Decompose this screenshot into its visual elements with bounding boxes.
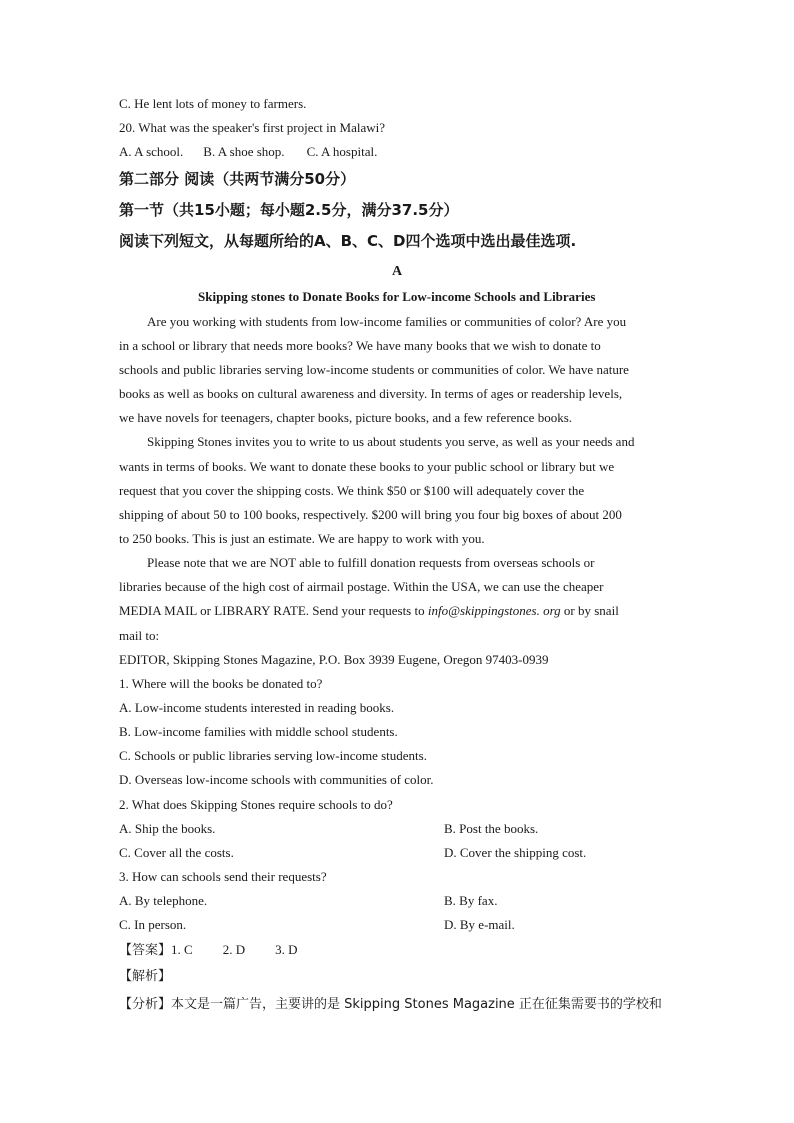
q2-option-c: C. Cover all the costs.	[119, 845, 234, 860]
question-3: 3. How can schools send their requests?	[119, 869, 327, 884]
p1-line-4: books as well as books on cultural awareness and diversity. In terms of ages or readership levels,	[119, 386, 623, 401]
p1-line-1: Are you working with students from low-income families or communities of color? Are you	[147, 314, 627, 329]
fenxi-label: 【分析】	[119, 997, 172, 1012]
answer-1: 1. C	[171, 942, 193, 957]
analysis-line	[119, 995, 662, 1014]
email-address: info@skippingstones. org	[427, 603, 561, 618]
mailing-address: EDITOR, Skipping Stones Magazine, P.O. Box 3939 Eugene, Oregon 97403-0939	[119, 652, 549, 667]
q20-option-b: B. A shoe shop.	[203, 144, 285, 159]
passage-title: Skipping stones to Donate Books for Low-income Schools and Libraries	[198, 289, 596, 304]
p3-line-4: mail to:	[119, 628, 160, 643]
part-heading: 第二部分 阅读（共两节满分50分）	[119, 170, 356, 188]
q3-option-d: D. By e-mail.	[444, 917, 515, 932]
q2-option-a: A. Ship the books.	[119, 821, 216, 836]
p1-line-3: schools and public libraries serving low-income students or communities of color. We have nature	[119, 362, 629, 377]
question-20-options	[119, 143, 377, 161]
p3-line-1: Please note that we are NOT able to fulfill donation requests from overseas schools or	[147, 555, 595, 570]
p2-line-3: request that you cover the shipping costs. We think $50 or $100 will adequately cover the	[119, 483, 585, 498]
answer-label: 【答案】	[119, 943, 172, 958]
q20-option-c: C. A hospital.	[306, 144, 378, 159]
p3-line-3	[119, 602, 619, 620]
p1-line-2: in a school or library that needs more books? We have many books that we wish to donate to	[119, 338, 601, 353]
q3-option-b: B. By fax.	[444, 893, 498, 908]
question-20: 20. What was the speaker's first project in Malawi?	[119, 120, 385, 135]
p3-line-3-post: or by snail	[560, 603, 619, 618]
fenxi-text: 本文是一篇广告，主要讲的是 Skipping Stones Magazine 正在征集需要书的学校和	[171, 997, 662, 1012]
p3-line-3-pre: MEDIA MAIL or LIBRARY RATE. Send your requests to	[119, 603, 428, 618]
passage-letter: A	[391, 264, 403, 279]
p2-line-1: Skipping Stones invites you to write to us about students you serve, as well as your needs and	[147, 434, 635, 449]
q2-option-d: D. Cover the shipping cost.	[444, 845, 587, 860]
q1-option-a: A. Low-income students interested in reading books.	[119, 700, 395, 715]
instruction-heading: 阅读下列短文，从每题所给的A、B、C、D四个选项中选出最佳选项.	[119, 232, 577, 250]
question-1: 1. Where will the books be donated to?	[119, 676, 323, 691]
answer-row	[119, 941, 297, 960]
q20-option-a: A. A school.	[119, 144, 184, 159]
analysis-label: 【解析】	[119, 969, 172, 984]
q2-option-b: B. Post the books.	[444, 821, 539, 836]
p2-line-2: wants in terms of books. We want to donate these books to your public school or library but we	[119, 459, 615, 474]
p3-line-2: libraries because of the high cost of airmail postage. Within the USA, we can use the cheaper	[119, 579, 604, 594]
q1-option-d: D. Overseas low-income schools with communities of color.	[119, 772, 434, 787]
section-heading: 第一节（共15小题；每小题2.5分，满分37.5分）	[119, 201, 459, 219]
p2-line-5: to 250 books. This is just an estimate. We are happy to work with you.	[119, 531, 485, 546]
prev-option-c: C. He lent lots of money to farmers.	[119, 96, 307, 111]
p2-line-4: shipping of about 50 to 100 books, respectively. $200 will bring you four big boxes of about 200	[119, 507, 622, 522]
q1-option-c: C. Schools or public libraries serving low-income students.	[119, 748, 427, 763]
p1-line-5: we have novels for teenagers, chapter books, picture books, and a few reference books.	[119, 410, 573, 425]
q3-option-a: A. By telephone.	[119, 893, 208, 908]
question-2: 2. What does Skipping Stones require schools to do?	[119, 797, 393, 812]
q1-option-b: B. Low-income families with middle school students.	[119, 724, 398, 739]
answer-2: 2. D	[222, 942, 246, 957]
q3-option-c: C. In person.	[119, 917, 187, 932]
answer-3: 3. D	[275, 942, 298, 957]
